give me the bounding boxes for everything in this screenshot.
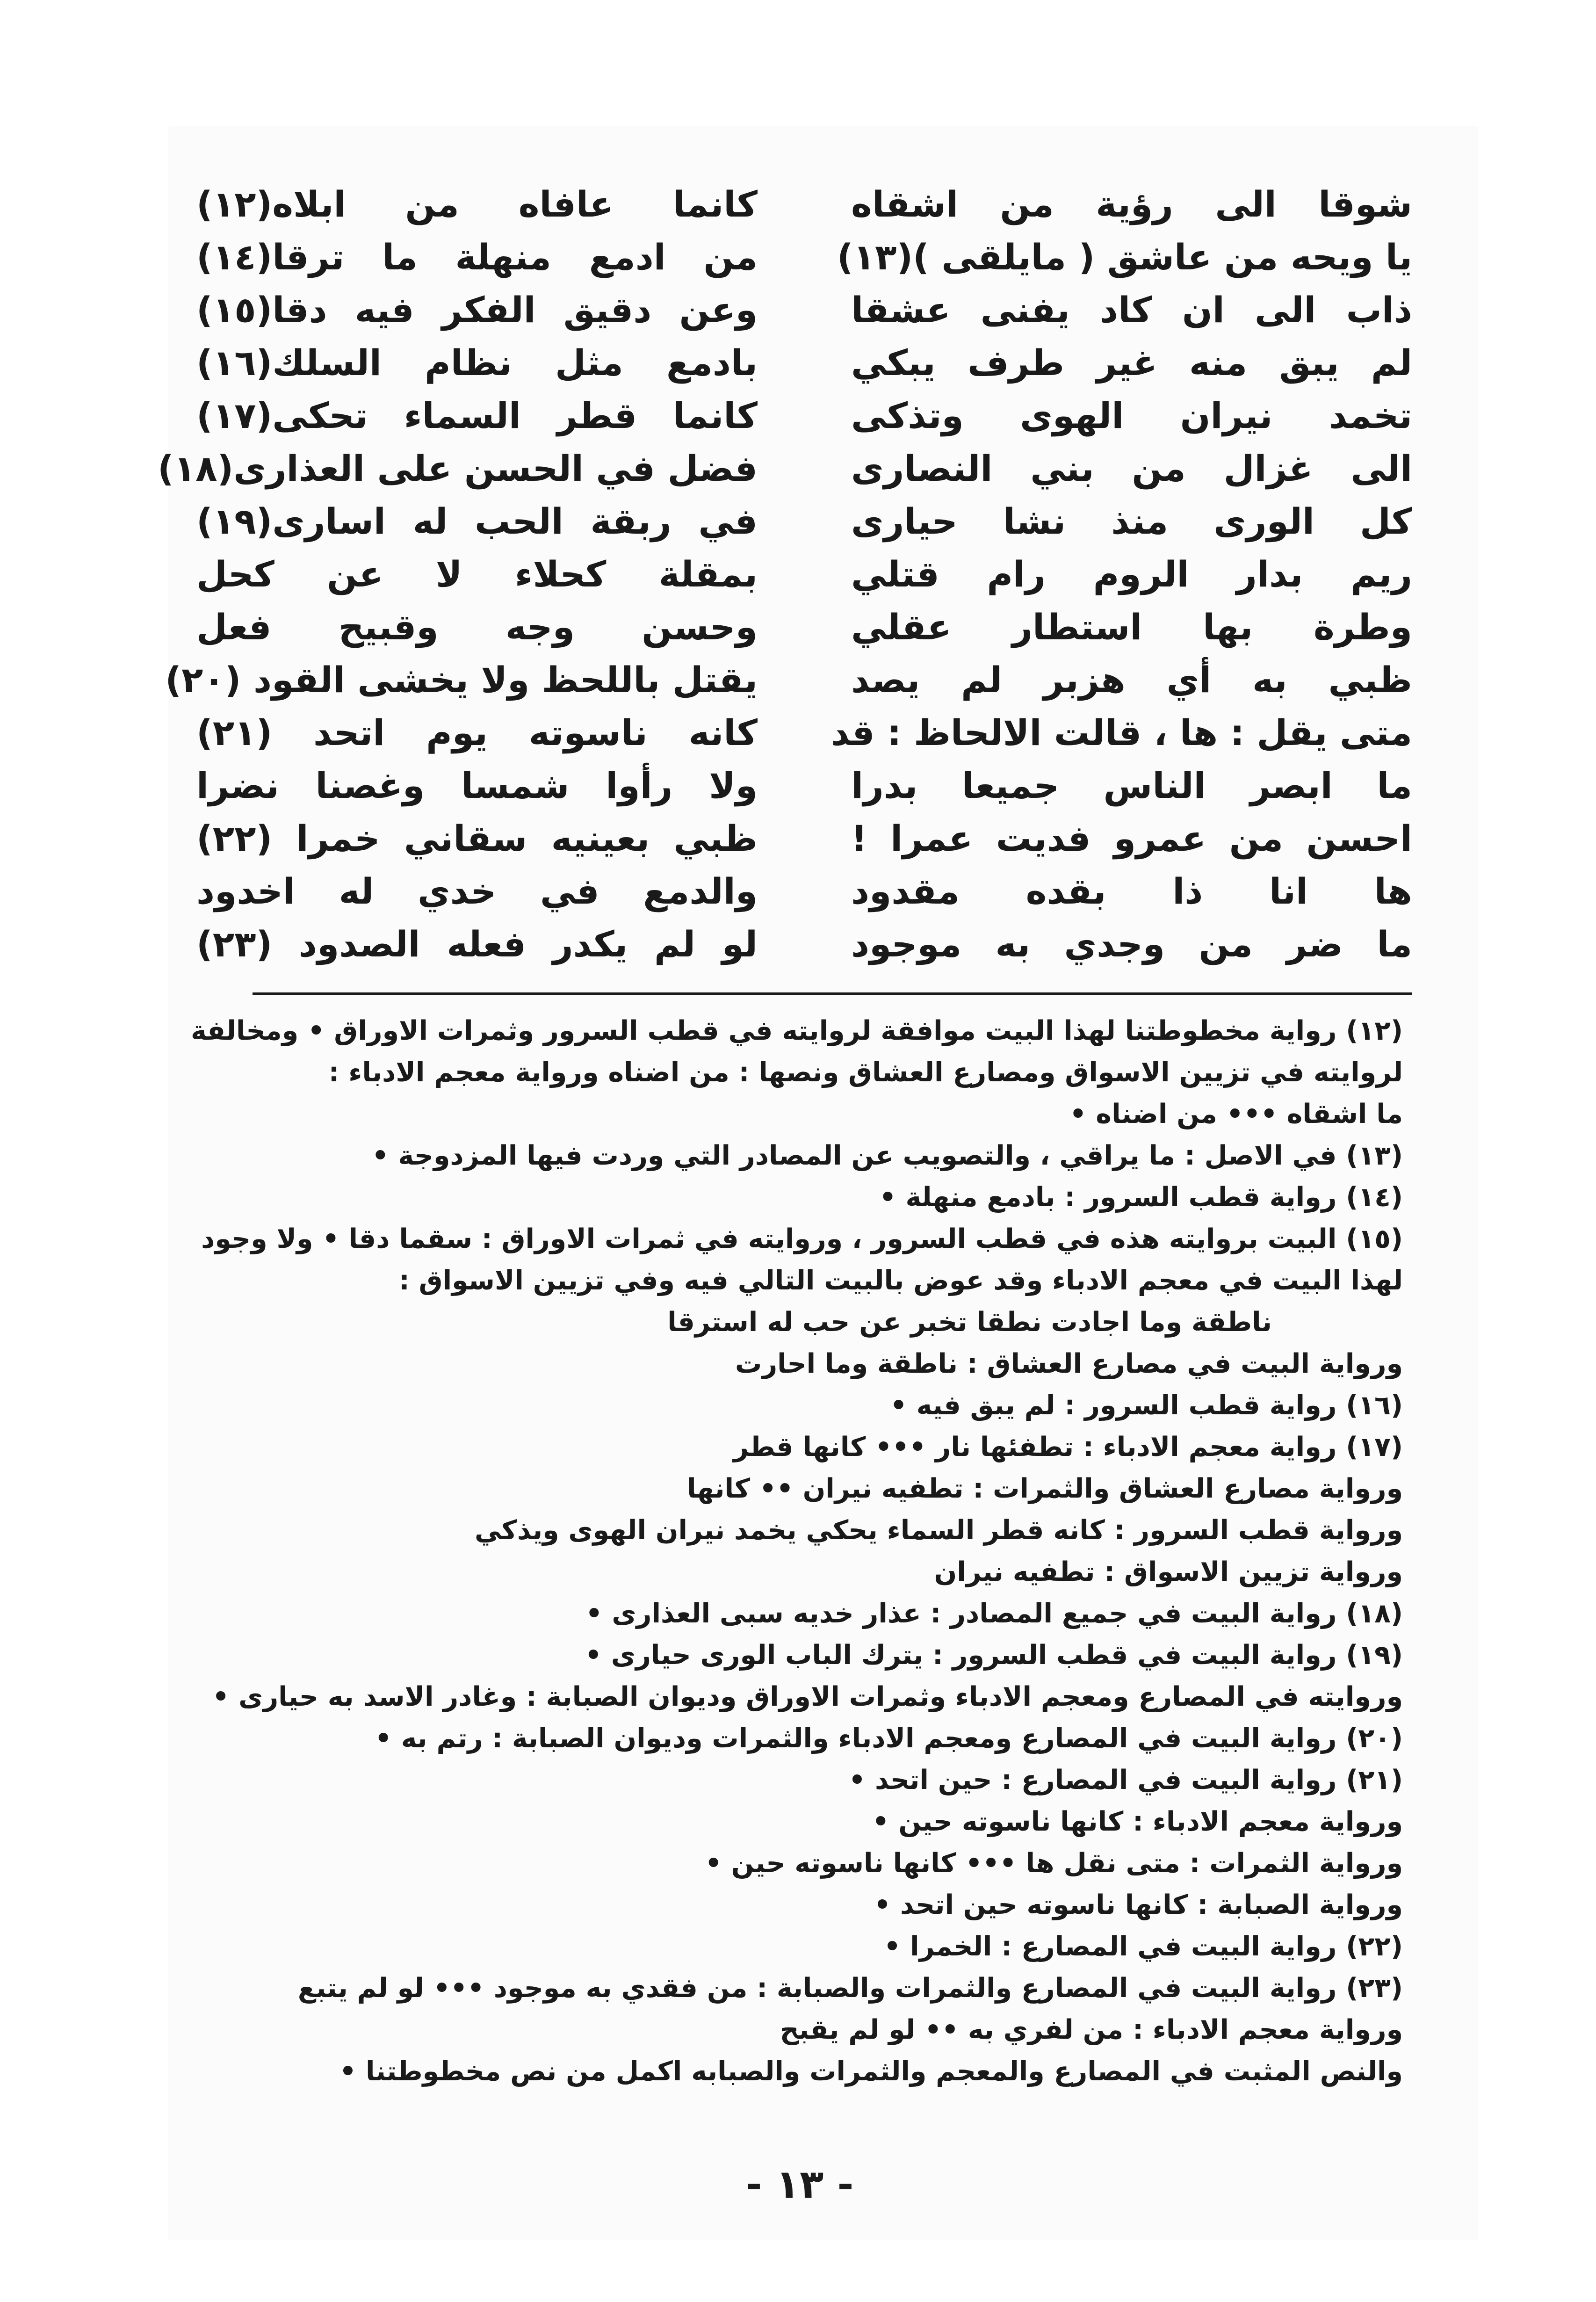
footnote-line: (٢٢) رواية البيت في المصارع : الخمرا • [883, 1931, 1403, 1962]
verse-line: لو لم يكدر فعله الصدود (٢٣) [196, 923, 758, 965]
verse-line: من ادمع منهلة ما ترقا(١٤) [196, 236, 758, 278]
footnote-line: (١٤) رواية قطب السرور : بادمع منهلة • [879, 1182, 1403, 1213]
footnote-line: (١٦) رواية قطب السرور : لم يبق فيه • [890, 1390, 1403, 1421]
verse-line: وطرة بها استطار عقلي [851, 606, 1412, 648]
verse-line: ذاب الى ان كاد يفنى عشقا [851, 289, 1412, 331]
footnote-line: (٢٣) رواية البيت في المصارع والثمرات والصبابة : من فقدي به موجود ••• لو لم يتبع [297, 1973, 1403, 2004]
footnote-line: (١٧) رواية معجم الادباء : تطفئها نار ••• كانها قطر [733, 1432, 1403, 1462]
verse-line: تخمد نيران الهوى وتذكى [851, 395, 1412, 436]
footnote-line: ورواية معجم الادباء : من لفري به •• لو لم يقبح [780, 2014, 1403, 2045]
poem-column-left [158, 178, 758, 982]
verse-line: لم يبق منه غير طرف يبكي [851, 342, 1412, 384]
footnote-line: لهذا البيت في معجم الادباء وقد عوض بالبيت التالي فيه وفي تزيين الاسواق : [399, 1265, 1403, 1296]
footnote-line: (١٩) رواية البيت في قطب السرور : يترك الباب الورى حيارى • [585, 1640, 1403, 1671]
footnote-separator [253, 992, 1412, 995]
verse-line: كانما عافاه من ابلاه(١٢) [196, 183, 758, 225]
footnote-line: ورواية الثمرات : متى نقل ها ••• كانها ناسوته حين • [705, 1848, 1403, 1879]
poem-column-right [831, 178, 1412, 982]
footnote-line: ورواية البيت في مصارع العشاق : ناطقة وما احارت [735, 1348, 1403, 1379]
page-number: - ١٣ - [745, 2161, 854, 2207]
verse-line: ما ابصر الناس جميعا بدرا [851, 765, 1412, 806]
verse-line: في ربقة الحب له اسارى(١٩) [196, 500, 758, 542]
verse-line: ريم بدار الروم رام قتلي [851, 553, 1412, 595]
verse-line: يا ويحه من عاشق ( مايلقى )(١٣) [837, 236, 1412, 278]
footnote-line: ورواية معجم الادباء : كانها ناسوته حين • [872, 1806, 1403, 1837]
footnote-line: ما اشقاه ••• من اضناه • [1069, 1099, 1403, 1129]
verse-line: متى يقل : ها ، قالت الالحاظ : قد [831, 712, 1412, 753]
verse-line: ما ضر من وجدي به موجود [851, 923, 1412, 965]
verse-line: ولا رأوا شمسا وغصنا نضرا [196, 765, 758, 806]
verse-line: فضل في الحسن على العذارى(١٨) [158, 448, 758, 489]
footnote-line: (١٢) رواية مخطوطتنا لهذا البيت موافقة لروايته في قطب السرور وثمرات الاوراق • ومخالفة [190, 1015, 1403, 1046]
footnote-line: ورواية قطب السرور : كانه قطر السماء يحكي يخمد نيران الهوى ويذكي [475, 1515, 1403, 1546]
verse-line: ظبي به أي هزبر لم يصد [851, 659, 1412, 701]
footnote-line: (٢١) رواية البيت في المصارع : حين اتحد • [848, 1765, 1403, 1795]
verse-line: شوقا الى رؤية من اشقاه [851, 183, 1412, 225]
verse-line: بمقلة كحلاء لا عن كحل [196, 553, 758, 595]
footnote-line: ورواية تزيين الاسواق : تطفيه نيران [934, 1556, 1403, 1587]
footnote-line: (١٣) في الاصل : ما يراقي ، والتصويب عن المصادر التي وردت فيها المزدوجة • [372, 1140, 1403, 1171]
footnote-line: لروايته في تزيين الاسواق ومصارع العشاق ونصها : من اضناه ورواية معجم الادباء : [328, 1057, 1403, 1088]
verse-line: كل الورى منذ نشا حيارى [851, 500, 1412, 542]
footnote-line: ورواية مصارع العشاق والثمرات : تطفيه نيران •• كانها [687, 1473, 1403, 1504]
verse-line: كانما قطر السماء تحكى(١٧) [196, 395, 758, 436]
footnotes-section [190, 1010, 1403, 2151]
verse-line: احسن من عمرو فديت عمرا ! [851, 818, 1412, 859]
verse-line: ها انا ذا بقده مقدود [851, 870, 1412, 912]
verse-line: يقتل باللحظ ولا يخشى القود (٢٠) [165, 659, 758, 701]
footnote-line: ورواية الصبابة : كانها ناسوته حين اتحد • [874, 1889, 1403, 1920]
footnote-line: والنص المثبت في المصارع والمعجم والثمرات والصبابه اكمل من نص مخطوطتنا • [339, 2056, 1403, 2087]
verse-line: بادمع مثل نظام السلك(١٦) [196, 342, 758, 384]
footnote-line: (٢٠) رواية البيت في المصارع ومعجم الادباء والثمرات وديوان الصبابة : رتم به • [375, 1723, 1403, 1754]
footnote-line: (١٥) البيت بروايته هذه في قطب السرور ، وروايته في ثمرات الاوراق : سقما دقا • ولا وجود [201, 1223, 1403, 1254]
footnote-line: وروايته في المصارع ومعجم الادباء وثمرات الاوراق وديوان الصبابة : وغادر الاسد به حيارى • [212, 1681, 1403, 1712]
poem-section [158, 178, 1412, 982]
footnote-line: ناطقة وما اجادت نطقا تخبر عن حب له استرقا [667, 1307, 1272, 1338]
verse-line: وحسن وجه وقبيح فعل [196, 606, 758, 648]
verse-line: كانه ناسوته يوم اتحد (٢١) [196, 712, 758, 753]
verse-line: والدمع في خدي له اخدود [196, 870, 758, 912]
verse-line: ظبي بعينيه سقاني خمرا (٢٢) [196, 818, 758, 859]
verse-line: وعن دقيق الفكر فيه دقا(١٥) [196, 289, 758, 331]
footnote-line: (١٨) رواية البيت في جميع المصادر : عذار خديه سبى العذارى • [585, 1598, 1403, 1629]
verse-line: الى غزال من بني النصارى [851, 448, 1412, 489]
